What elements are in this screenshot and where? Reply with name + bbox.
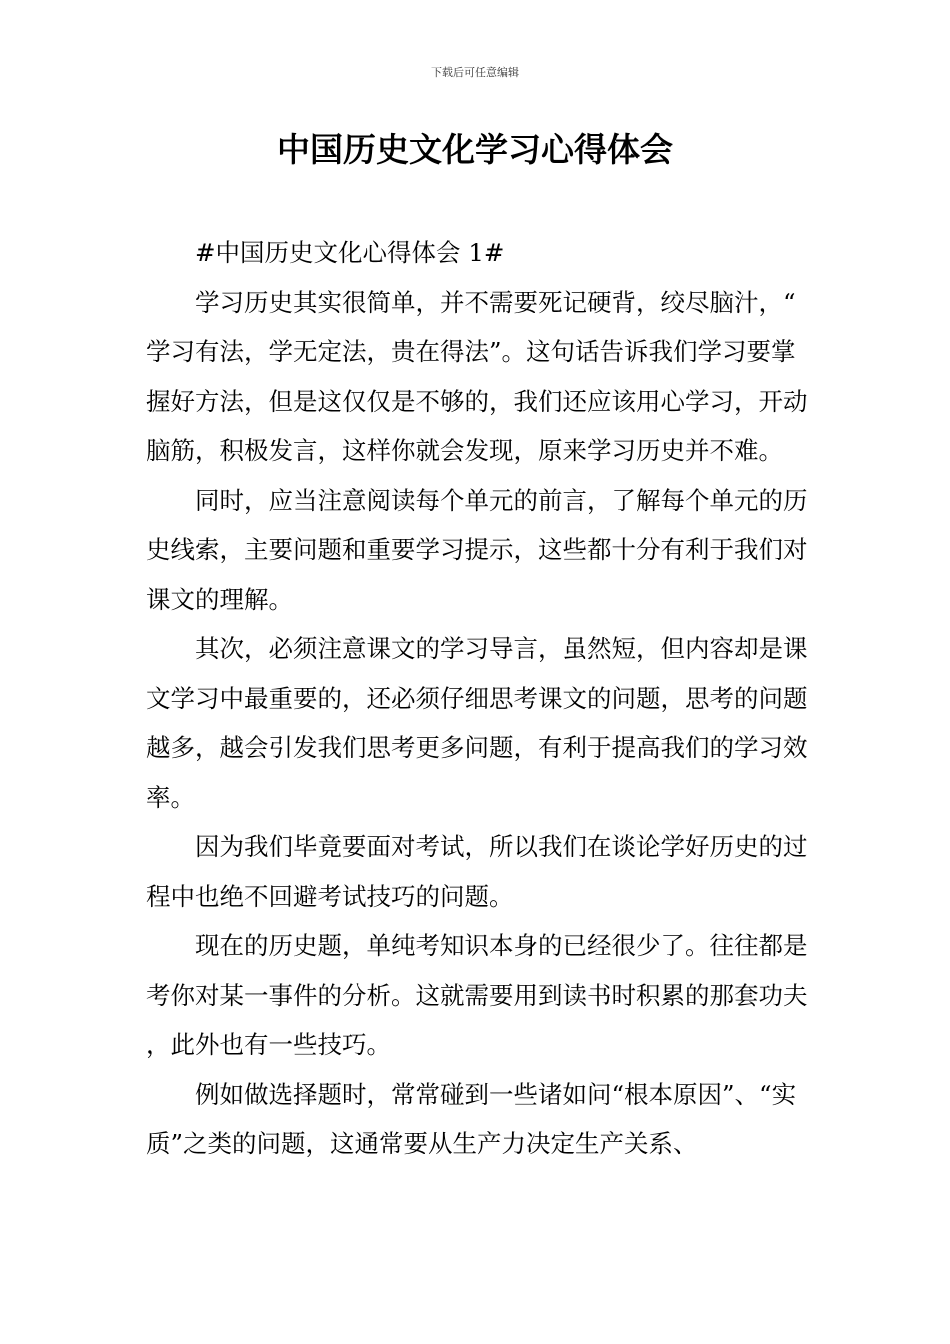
body-paragraph: 因为我们毕竟要面对考试，所以我们在谈论学好历史的过程中也绝不回避考试技巧的问题。 bbox=[146, 832, 808, 911]
document-title: 中国历史文化学习心得体会 bbox=[277, 130, 673, 169]
body-paragraph: 学习历史其实很简单，并不需要死记硬背，绞尽脑汁，“学习有法，学无定法，贵在得法”。这句话告诉我们学习要掌握好方法，但是这仅仅是不够的，我们还应该用心学习，开动脑筋，积极发言，这样你就会发现，原来学习历史并不难。 bbox=[146, 287, 808, 465]
body-paragraph: 同时，应当注意阅读每个单元的前言，了解每个单元的历史线索，主要问题和重要学习提示，这些都十分有利于我们对课文的理解。 bbox=[146, 485, 808, 614]
body-paragraph: 其次，必须注意课文的学习导言，虽然短，但内容却是课文学习中最重要的，还必须仔细思考课文的问题，思考的问题越多，越会引发我们思考更多问题，有利于提高我们的学习效率。 bbox=[146, 634, 808, 812]
body-paragraph: 现在的历史题，单纯考知识本身的已经很少了。往往都是考你对某一事件的分析。这就需要用到读书时积累的那套功夫，此外也有一些技巧。 bbox=[146, 931, 808, 1059]
body-paragraph: 例如做选择题时，常常碰到一些诸如问“根本原因”、“实质”之类的问题，这通常要从生产力决定生产关系、 bbox=[146, 1079, 797, 1158]
header-note: 下载后可任意编辑 bbox=[431, 66, 519, 79]
section-heading: #中国历史文化心得体会 1# bbox=[195, 238, 505, 267]
document-body bbox=[146, 228, 808, 1169]
